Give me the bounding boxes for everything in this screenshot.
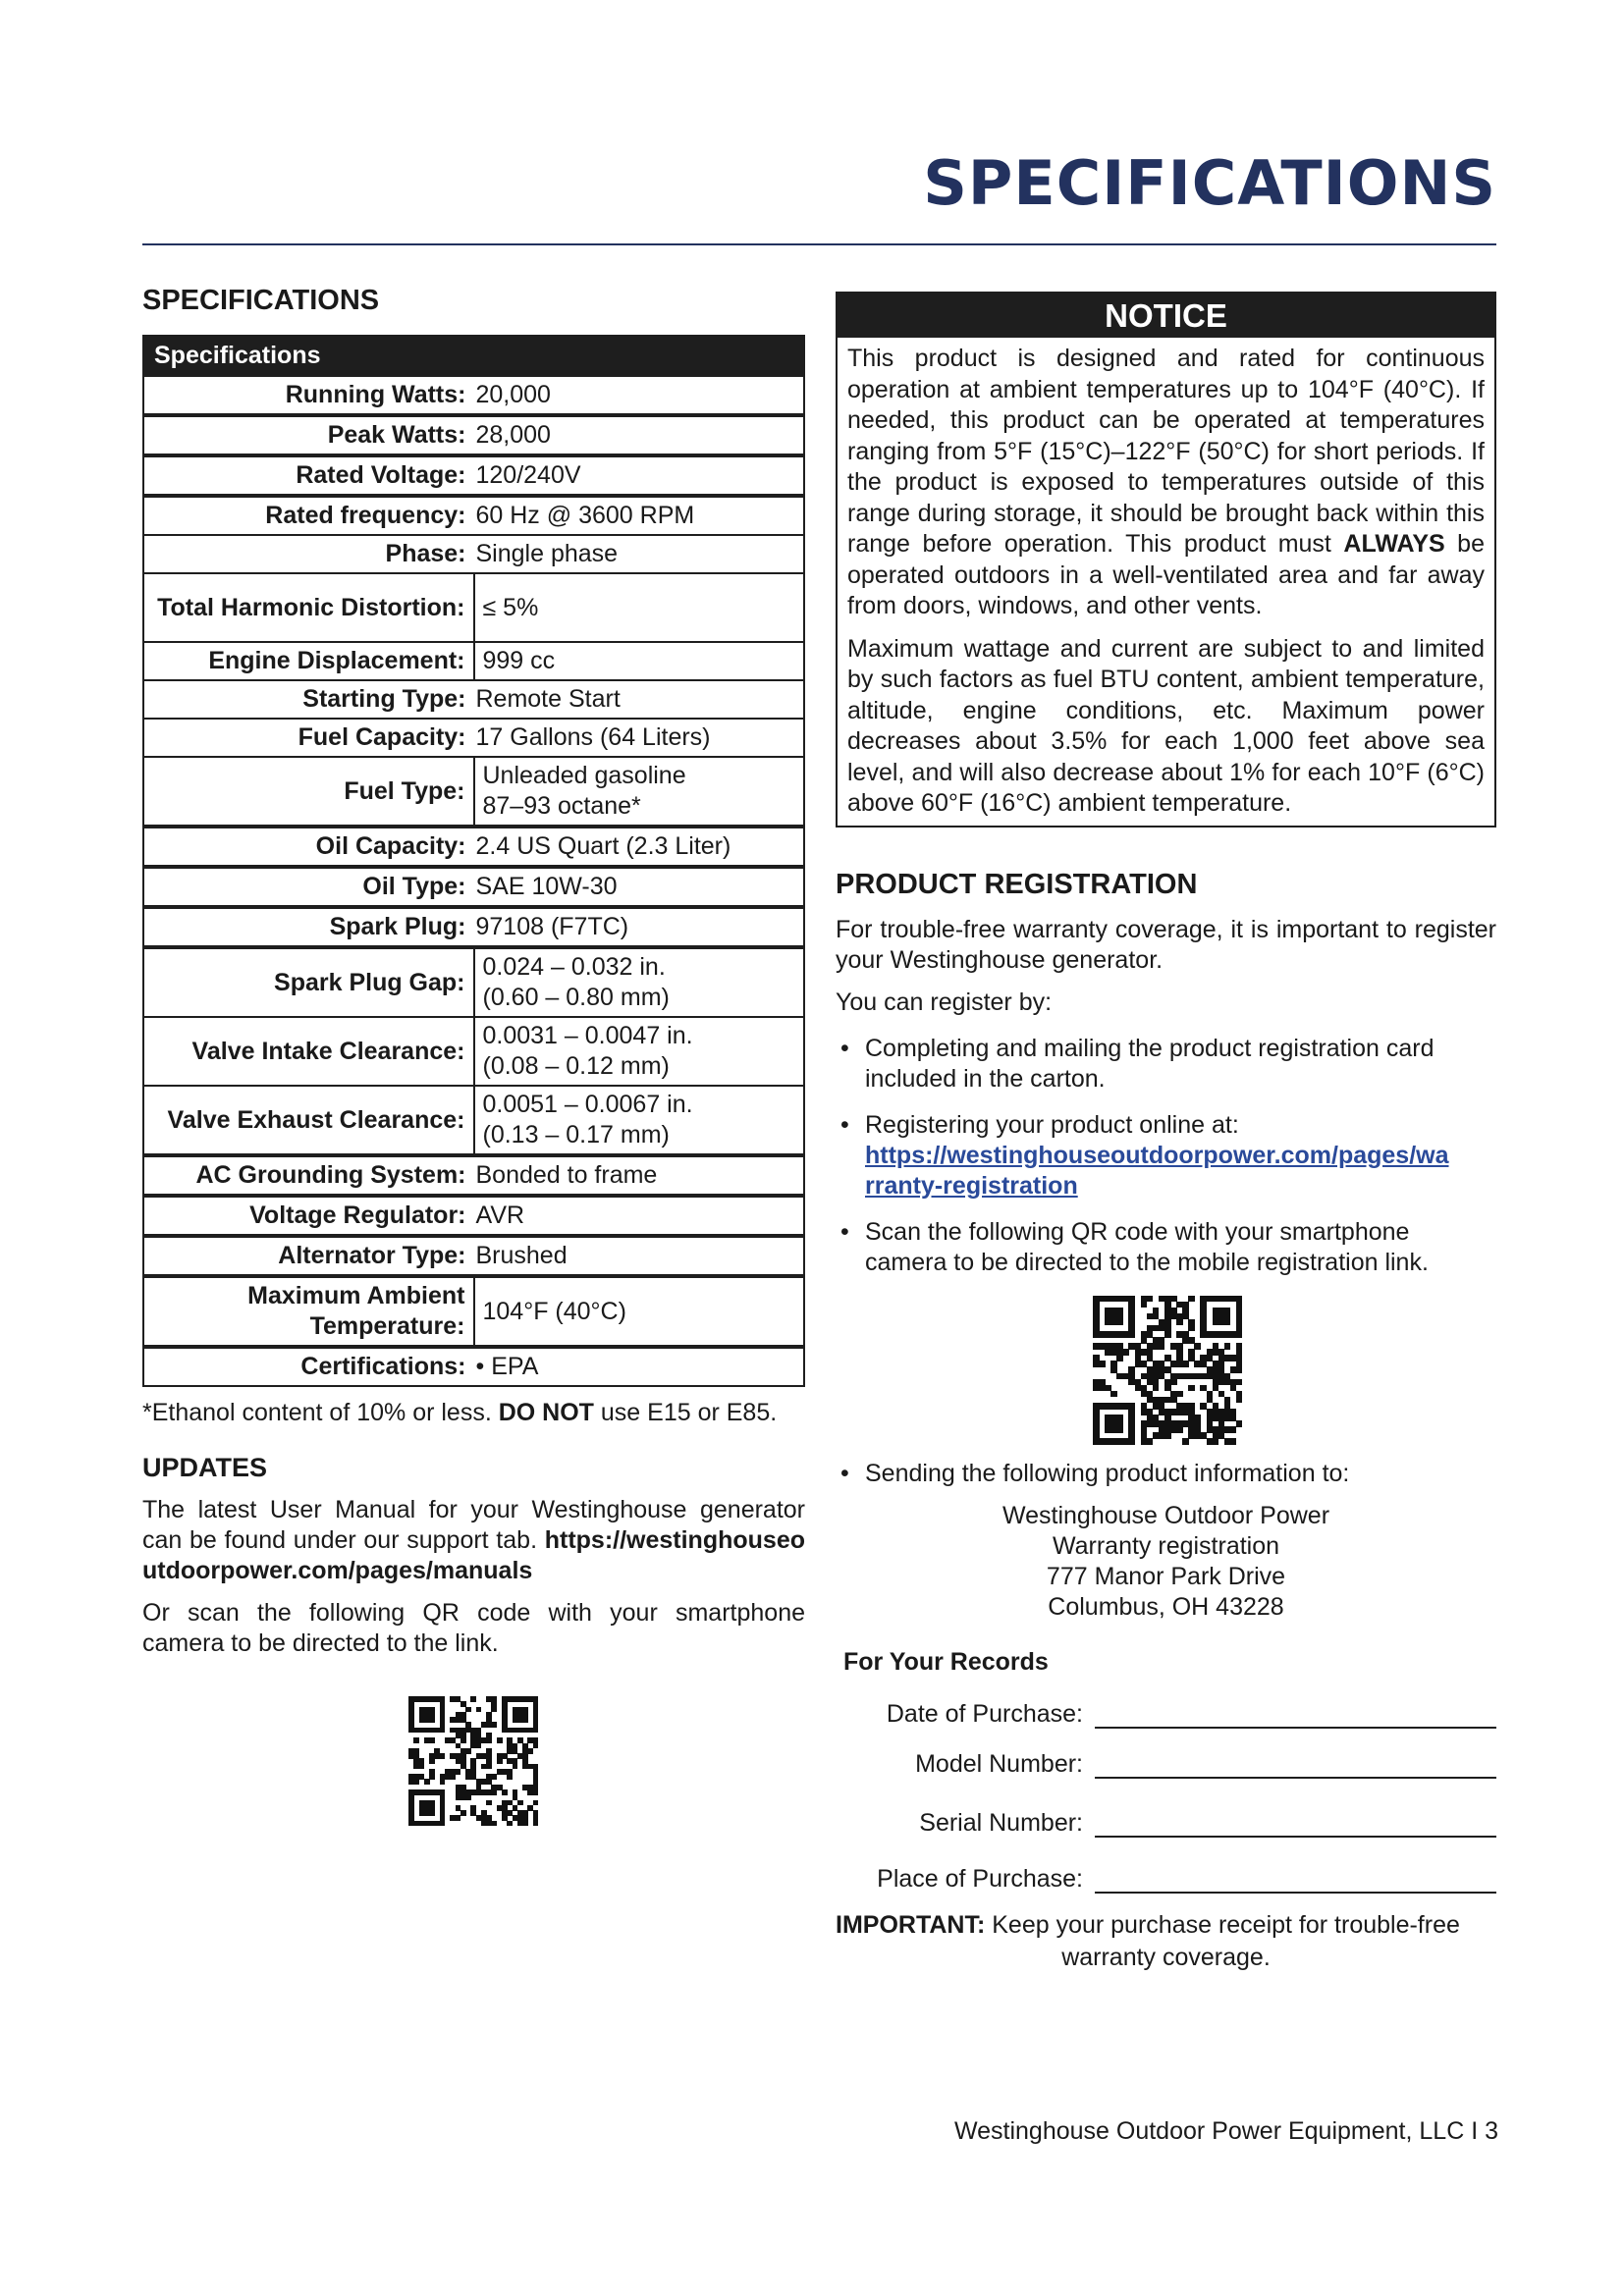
spec-value: Brushed — [474, 1236, 805, 1276]
spec-label: Certifications: — [143, 1347, 474, 1386]
registration-heading: PRODUCT REGISTRATION — [836, 868, 1198, 900]
spec-value: 120/240V — [474, 455, 805, 496]
registration-intro: For trouble-free warranty coverage, it is important to register your Westinghouse generator. — [836, 915, 1496, 974]
specifications-heading: SPECIFICATIONS — [142, 285, 380, 316]
table-row — [143, 573, 804, 642]
records-heading: For Your Records — [843, 1647, 1049, 1676]
table-row — [143, 415, 804, 455]
spec-label: Alternator Type: — [143, 1236, 474, 1276]
spec-label: Engine Displacement: — [143, 642, 474, 680]
title-divider — [142, 243, 1496, 245]
model-number-label: Model Number: — [915, 1749, 1083, 1778]
important-note: IMPORTANT: Keep your purchase receipt for trouble-free warranty coverage. — [836, 1910, 1460, 1971]
table-row — [143, 947, 804, 1017]
table-title: Specifications — [143, 336, 804, 376]
table-row — [143, 1017, 804, 1086]
spec-label: Starting Type: — [143, 680, 474, 719]
notice-box — [836, 292, 1496, 828]
spec-value: 97108 (F7TC) — [474, 907, 805, 947]
table-row — [143, 680, 804, 719]
updates-qr-code[interactable] — [408, 1696, 538, 1826]
spec-value: 0.0051 – 0.0067 in. (0.13 – 0.17 mm) — [474, 1086, 805, 1155]
date-of-purchase-field[interactable] — [1095, 1697, 1496, 1729]
serial-number-row — [836, 1779, 1496, 1838]
table-row — [143, 1086, 804, 1155]
spec-label: Fuel Capacity: — [143, 719, 474, 757]
table-row — [143, 1276, 804, 1347]
table-row — [143, 1347, 804, 1386]
spec-label: Maximum Ambient Temperature: — [143, 1276, 474, 1347]
spec-value: SAE 10W-30 — [474, 867, 805, 907]
table-row — [143, 496, 804, 535]
place-of-purchase-row — [836, 1838, 1496, 1894]
spec-label: Oil Type: — [143, 867, 474, 907]
table-row — [143, 827, 804, 867]
registration-methods — [836, 1034, 1496, 1278]
list-item: • Completing and mailing the product registration card included in the carton. — [840, 1034, 1435, 1093]
serial-number-label: Serial Number: — [919, 1808, 1083, 1837]
table-row — [143, 867, 804, 907]
right-column — [836, 292, 1496, 1974]
updates-paragraph: The latest User Manual for your Westinghouse generator can be found under our support tab. https://westinghouseoutdoorpower.com/pages/manuals — [142, 1496, 805, 1584]
records-form — [836, 1679, 1496, 1894]
left-column — [142, 285, 805, 1826]
spec-label: Rated Voltage: — [143, 455, 474, 496]
list-item: • Registering your product online at: https://westinghouseoutdoorpower.com/pages/warranty-registration — [836, 1110, 1496, 1201]
spec-label: Running Watts: — [143, 376, 474, 415]
spec-value: 104°F (40°C) — [474, 1276, 805, 1347]
list-item: • Scan the following QR code with your smartphone camera to be directed to the mobile registration link. — [840, 1217, 1429, 1276]
registration-qr-code[interactable] — [1093, 1296, 1242, 1445]
spec-value: 20,000 — [474, 376, 805, 415]
spec-value: 0.024 – 0.032 in. (0.60 – 0.80 mm) — [474, 947, 805, 1017]
spec-value: Single phase — [474, 535, 805, 573]
table-row — [143, 535, 804, 573]
table-row — [143, 757, 804, 827]
list-item: • Sending the following product information to: — [840, 1459, 1350, 1487]
spec-value: 17 Gallons (64 Liters) — [474, 719, 805, 757]
spec-label: Valve Exhaust Clearance: — [143, 1086, 474, 1155]
table-row — [143, 1155, 804, 1196]
spec-label: Peak Watts: — [143, 415, 474, 455]
manuals-link[interactable]: https://westinghouseoutdoorpower.com/pages/manuals — [142, 1526, 805, 1584]
register-by-text: You can register by: — [836, 988, 1053, 1016]
spec-value: 0.0031 – 0.0047 in. (0.08 – 0.12 mm) — [474, 1017, 805, 1086]
spec-value: Bonded to frame — [474, 1155, 805, 1196]
date-of-purchase-row — [836, 1679, 1496, 1729]
spec-value: 2.4 US Quart (2.3 Liter) — [474, 827, 805, 867]
spec-label: Total Harmonic Distortion: — [143, 573, 474, 642]
table-row — [143, 907, 804, 947]
updates-qr-instruction: Or scan the following QR code with your smartphone camera to be directed to the link. — [142, 1599, 805, 1657]
spec-value: Unleaded gasoline 87–93 octane* — [474, 757, 805, 827]
table-row — [143, 719, 804, 757]
place-of-purchase-label: Place of Purchase: — [877, 1864, 1083, 1893]
spec-label: Voltage Regulator: — [143, 1196, 474, 1236]
spec-value: 999 cc — [474, 642, 805, 680]
table-row — [143, 642, 804, 680]
specifications-table — [142, 335, 805, 1387]
updates-heading: UPDATES — [142, 1453, 268, 1482]
serial-number-field[interactable] — [1095, 1806, 1496, 1838]
spec-value: 28,000 — [474, 415, 805, 455]
table-row — [143, 455, 804, 496]
date-of-purchase-label: Date of Purchase: — [886, 1699, 1083, 1728]
model-number-field[interactable] — [1095, 1747, 1496, 1779]
table-row — [143, 376, 804, 415]
page-title: SPECIFICATIONS — [923, 147, 1496, 219]
spec-label: Oil Capacity: — [143, 827, 474, 867]
notice-heading: NOTICE — [838, 294, 1494, 338]
spec-value: 60 Hz @ 3600 RPM — [474, 496, 805, 535]
spec-label: Valve Intake Clearance: — [143, 1017, 474, 1086]
place-of-purchase-field[interactable] — [1095, 1862, 1496, 1894]
spec-value: ≤ 5% — [474, 573, 805, 642]
model-number-row — [836, 1729, 1496, 1779]
ethanol-footnote: *Ethanol content of 10% or less. DO NOT use E15 or E85. — [142, 1399, 778, 1426]
spec-label: Phase: — [143, 535, 474, 573]
spec-label: Rated frequency: — [143, 496, 474, 535]
notice-paragraph-2: Maximum wattage and current are subject to and limited by such factors as fuel BTU content, ambient temperature, altitude, engine conditions, etc. Maximum power decreases about 3.5% for each 1,000 feet above sea level, and will also decrease about 1% for each 10°F (6°C) above 60°F (16°C) ambient temperature. — [847, 634, 1485, 817]
spec-label: Fuel Type: — [143, 757, 474, 827]
registration-mail-method — [836, 1459, 1496, 1489]
spec-value: Remote Start — [474, 680, 805, 719]
table-row — [143, 1236, 804, 1276]
spec-value: • EPA — [474, 1347, 805, 1386]
spec-label: Spark Plug Gap: — [143, 947, 474, 1017]
spec-label: AC Grounding System: — [143, 1155, 474, 1196]
registration-link[interactable]: https://westinghouseoutdoorpower.com/pages/warranty-registration — [865, 1141, 1449, 1200]
table-row — [143, 1196, 804, 1236]
page-footer: Westinghouse Outdoor Power Equipment, LLC I 3 — [953, 2117, 1498, 2145]
notice-paragraph-1: This product is designed and rated for continuous operation at ambient temperatures up to 104°F (40°C). If needed, this product can be operated at temperatures ranging from 5°F (15°C)–122°F (50°C) for short periods. If the product is exposed to temperatures outside of this range during storage, it should be brought back within this range before operation. This product must ALWAYS be operated outdoors in a well-ventilated area and far away from doors, windows, and other vents. — [847, 345, 1485, 619]
mailing-address: Westinghouse Outdoor Power Warranty registration 777 Manor Park Drive Columbus, OH 43228 — [1001, 1501, 1330, 1621]
spec-label: Spark Plug: — [143, 907, 474, 947]
spec-value: AVR — [474, 1196, 805, 1236]
